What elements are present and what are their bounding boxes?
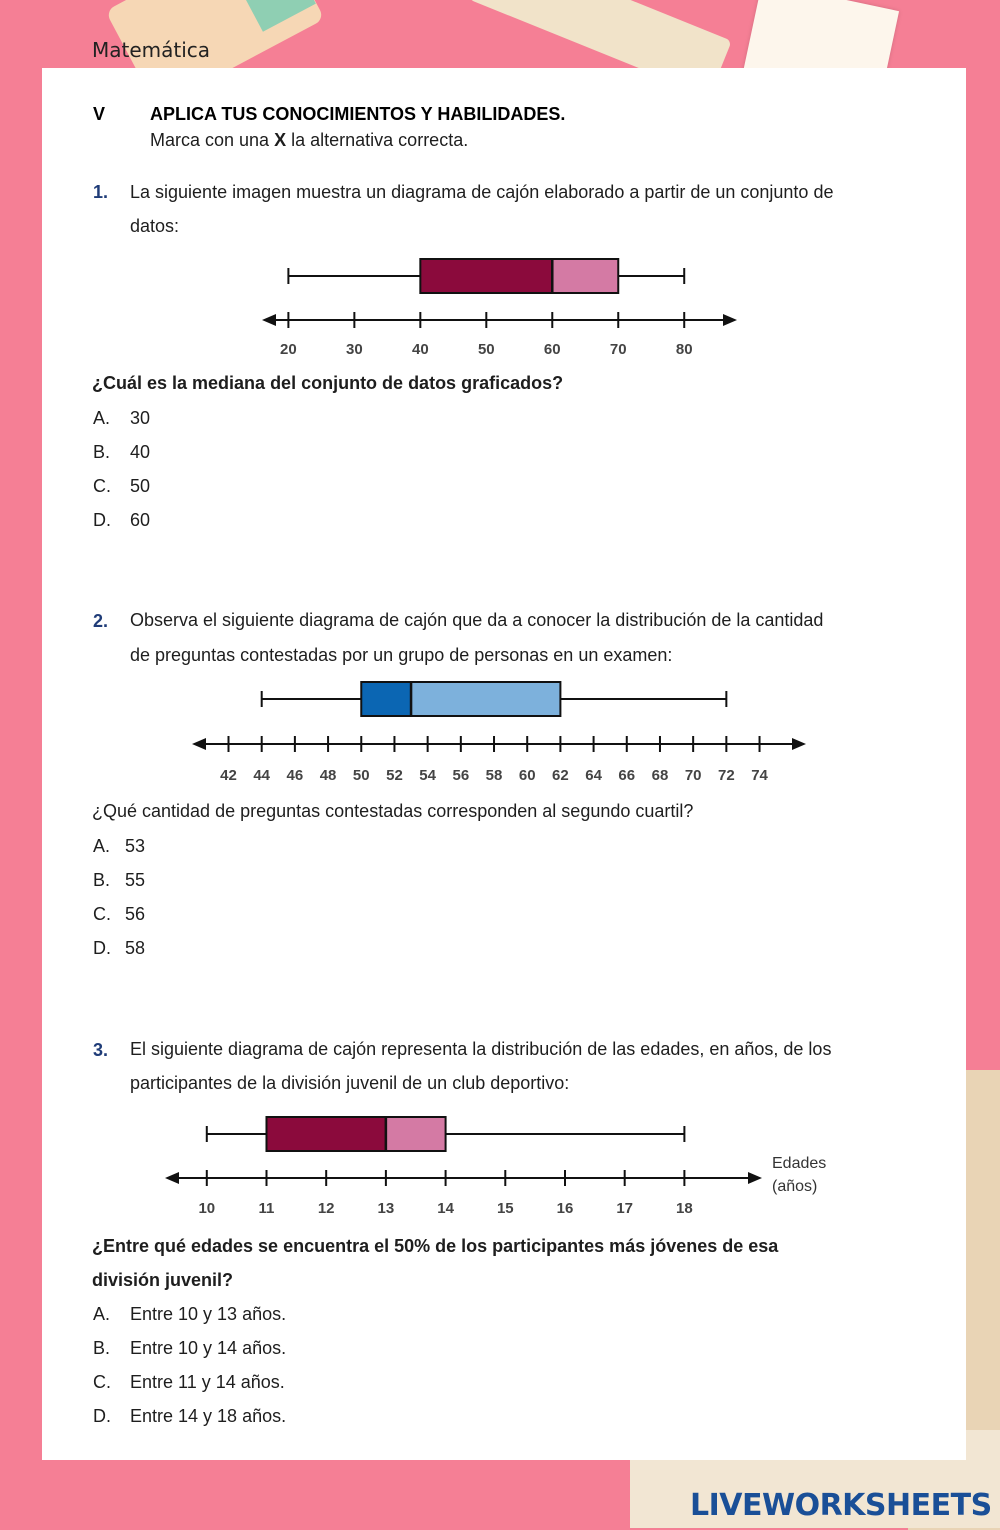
tick-label: 60 [543, 341, 561, 358]
tick-label: 72 [718, 767, 735, 784]
question-number: 1. [93, 182, 109, 202]
tick-label: 52 [386, 767, 403, 784]
option-letter: D. [93, 1406, 111, 1426]
tick-label: 42 [220, 767, 237, 784]
box-lower-half [266, 1117, 385, 1151]
tick-label: 66 [618, 767, 636, 784]
box-lower-half [361, 682, 411, 716]
option-c[interactable]: 56 [125, 904, 146, 924]
tick-label: 74 [751, 767, 768, 784]
tick-label: 11 [258, 1200, 275, 1217]
option-letter: B. [93, 870, 111, 890]
option-letter: A. [93, 408, 111, 428]
axis-label-units: (años) [772, 1178, 818, 1195]
option-a[interactable]: 30 [130, 408, 151, 428]
question-statement-cont: de preguntas contestadas por un grupo de personas en un examen: [130, 645, 673, 665]
option-letter: A. [93, 1304, 111, 1324]
question-prompt: ¿Entre qué edades se encuentra el 50% de los participantes más jóvenes de esa [92, 1236, 779, 1256]
tick-label: 18 [676, 1200, 693, 1217]
question-statement-cont: participantes de la división juvenil de un club deportivo: [130, 1073, 570, 1093]
instruction-text-end: la alternativa correcta. [291, 130, 469, 150]
tick-label: 50 [352, 767, 370, 784]
box-upper-half [411, 682, 560, 716]
instruction-mark: X [274, 130, 287, 150]
axis-arrow-right [792, 738, 806, 750]
option-c[interactable]: 50 [130, 476, 151, 496]
section-roman: V [93, 104, 106, 124]
tick-label: 50 [477, 341, 495, 358]
tick-label: 70 [609, 341, 627, 358]
option-d[interactable]: 58 [125, 938, 146, 958]
tick-label: 44 [253, 767, 271, 784]
option-a[interactable]: Entre 10 y 13 años. [130, 1304, 287, 1324]
option-c[interactable]: Entre 11 y 14 años. [130, 1372, 285, 1392]
tick-label: 14 [437, 1200, 454, 1217]
tick-label: 16 [556, 1200, 574, 1217]
tick-label: 20 [280, 341, 297, 358]
question-number: 2. [93, 611, 109, 631]
box-upper-half [552, 259, 618, 293]
tick-label: 68 [651, 767, 669, 784]
tick-label: 56 [452, 767, 470, 784]
question-statement: Observa el siguiente diagrama de cajón que da a conocer la distribución de la cantidad [130, 610, 824, 630]
axis-arrow-left [262, 314, 276, 326]
tick-label: 17 [616, 1200, 634, 1217]
option-b[interactable]: 40 [130, 442, 151, 462]
option-letter: A. [93, 836, 111, 856]
option-letter: B. [93, 442, 111, 462]
tick-label: 62 [552, 767, 569, 784]
option-d[interactable]: Entre 14 y 18 años. [130, 1406, 287, 1426]
tick-label: 80 [675, 341, 693, 358]
tick-label: 15 [496, 1200, 514, 1217]
option-letter: D. [93, 938, 111, 958]
tick-label: 54 [419, 767, 436, 784]
option-b[interactable]: Entre 10 y 14 años. [130, 1338, 287, 1358]
tick-label: 70 [684, 767, 702, 784]
box-upper-half [386, 1117, 446, 1151]
boxplot-chart-2 [192, 682, 806, 784]
question-prompt: ¿Cuál es la mediana del conjunto de datos graficados? [92, 373, 564, 393]
question-number: 3. [93, 1040, 109, 1060]
tick-label: 60 [518, 767, 536, 784]
tick-label: 48 [319, 767, 337, 784]
question-prompt: ¿Qué cantidad de preguntas contestadas corresponden al segundo cuartil? [92, 801, 694, 821]
option-letter: B. [93, 1338, 111, 1358]
tick-label: 13 [377, 1200, 395, 1217]
tick-label: 46 [286, 767, 304, 784]
instruction-text: Marca con una [150, 130, 270, 150]
axis-arrow-right [748, 1172, 762, 1184]
tick-label: 40 [411, 341, 429, 358]
liveworksheets-logo: LIVEWORKSHEETS [690, 1488, 992, 1523]
question-statement: La siguiente imagen muestra un diagrama de cajón elaborado a partir de un conjunto de [130, 182, 834, 202]
subject-header: Matemática [92, 38, 211, 62]
option-letter: C. [93, 1372, 111, 1392]
question-statement-cont: datos: [130, 216, 180, 236]
tick-label: 10 [198, 1200, 216, 1217]
option-letter: C. [93, 476, 111, 496]
axis-label: Edades [772, 1155, 827, 1172]
question-statement: El siguiente diagrama de cajón representa la distribución de las edades, en años, de los [130, 1039, 832, 1059]
tick-label: 12 [317, 1200, 335, 1217]
box-lower-half [420, 259, 552, 293]
option-letter: C. [93, 904, 111, 924]
option-letter: D. [93, 510, 111, 530]
option-d[interactable]: 60 [130, 510, 151, 530]
boxplot-chart-3 [165, 1117, 826, 1217]
boxplot-chart-1 [262, 259, 737, 358]
axis-arrow-left [165, 1172, 179, 1184]
tick-label: 30 [346, 341, 363, 358]
section-title: APLICA TUS CONOCIMIENTOS Y HABILIDADES. [150, 104, 566, 124]
question-prompt-cont: división juvenil? [92, 1270, 234, 1290]
tick-label: 58 [485, 767, 503, 784]
option-a[interactable]: 53 [125, 836, 146, 856]
axis-arrow-right [723, 314, 737, 326]
axis-arrow-left [192, 738, 206, 750]
tick-label: 64 [585, 767, 602, 784]
option-b[interactable]: 55 [125, 870, 146, 890]
